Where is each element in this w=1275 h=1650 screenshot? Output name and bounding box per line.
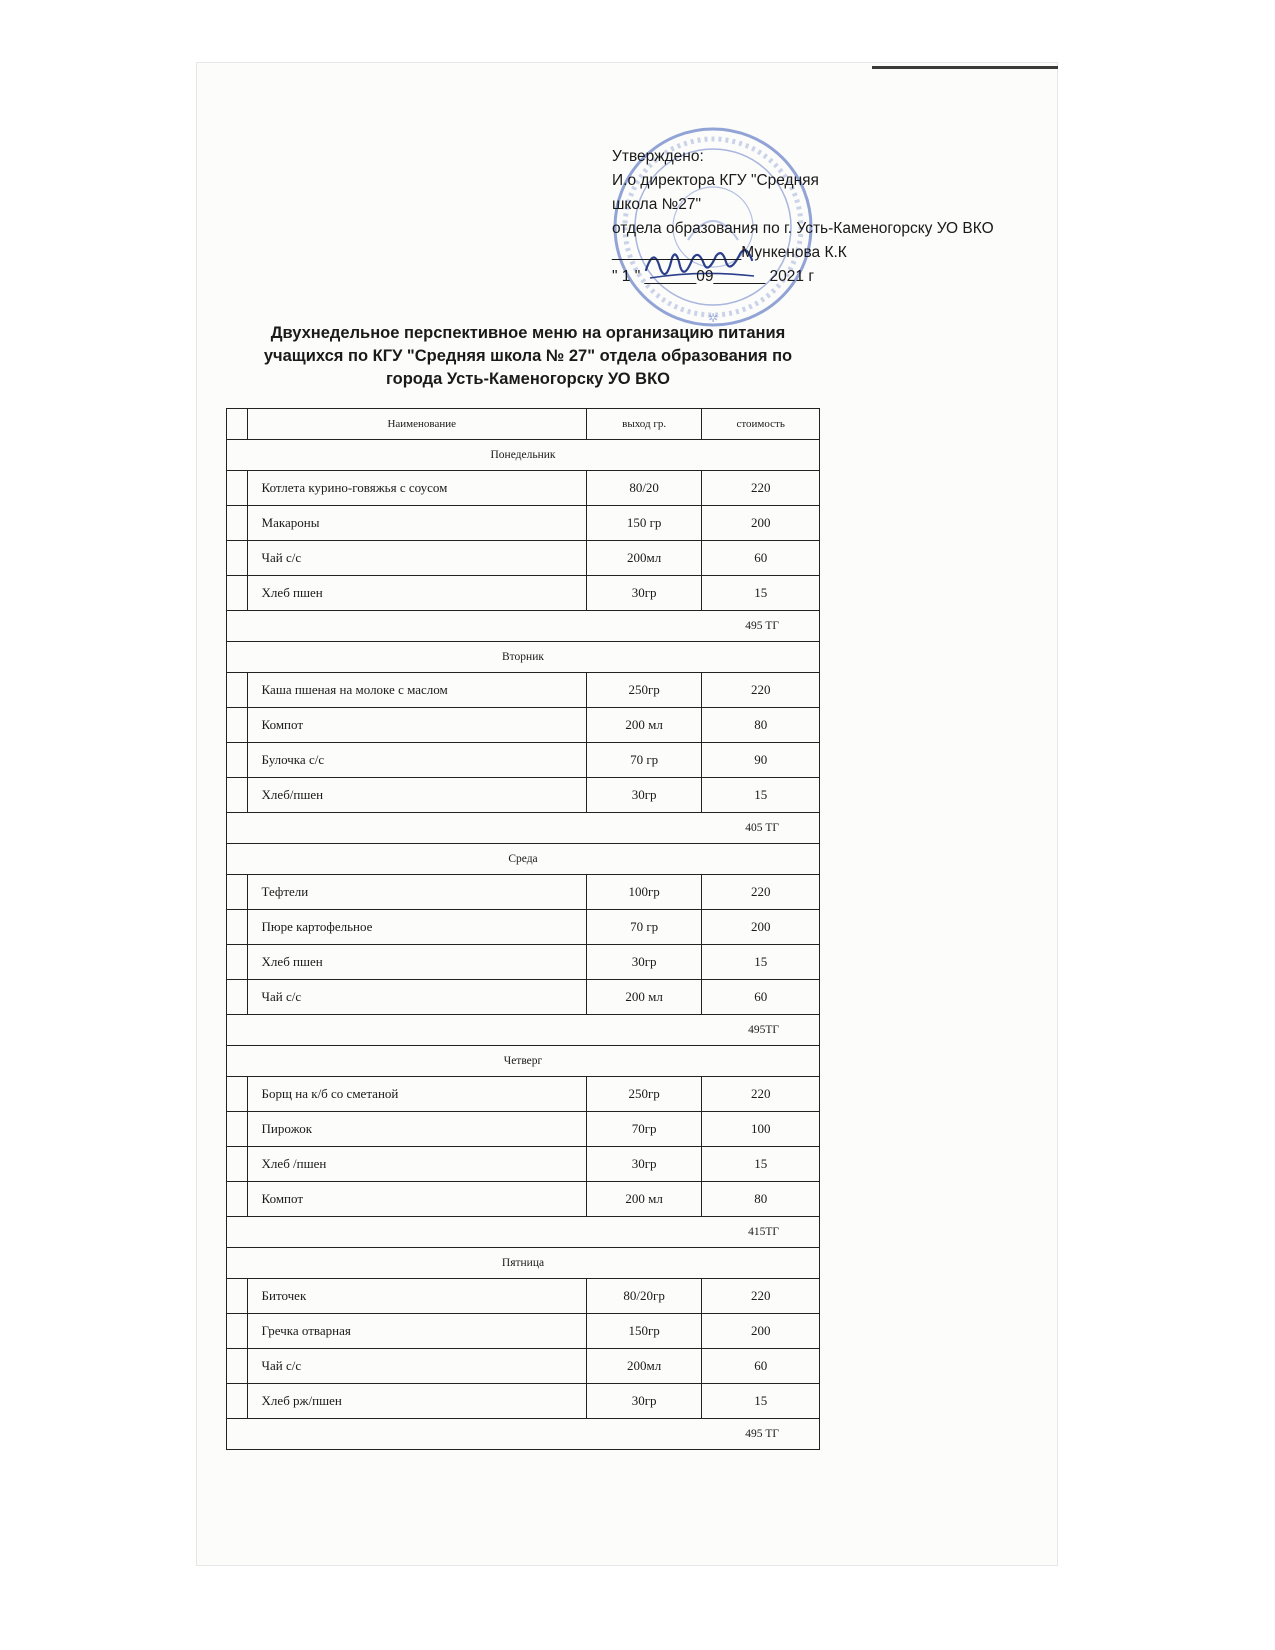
day-total: 415ТГ [227, 1217, 820, 1248]
row-number-cell [227, 708, 248, 743]
table-row [227, 1349, 820, 1384]
item-cost: 220 [702, 1279, 820, 1314]
item-output: 70 гр [586, 743, 701, 778]
day-total-row [227, 1419, 820, 1450]
day-total: 495 ТГ [227, 1419, 820, 1450]
item-output: 150гр [586, 1314, 701, 1349]
item-name: Котлета курино-говяжья с соусом [247, 471, 586, 506]
item-output: 200 мл [586, 980, 701, 1015]
item-name: Компот [247, 708, 586, 743]
day-header-row [227, 844, 820, 875]
row-number-cell [227, 743, 248, 778]
day-total-row [227, 611, 820, 642]
item-output: 200мл [586, 541, 701, 576]
item-output: 70гр [586, 1112, 701, 1147]
item-output: 30гр [586, 945, 701, 980]
item-output: 200мл [586, 1349, 701, 1384]
approval-block [612, 145, 994, 289]
item-output: 200 мл [586, 1182, 701, 1217]
item-cost: 90 [702, 743, 820, 778]
table-row [227, 945, 820, 980]
approval-date: " 1 " ______09______ 2021 г [612, 268, 814, 285]
day-total: 495ТГ [227, 1015, 820, 1046]
item-name: Хлеб/пшен [247, 778, 586, 813]
row-number-cell [227, 1112, 248, 1147]
document-title [248, 322, 808, 391]
day-total: 405 ТГ [227, 813, 820, 844]
day-total: 495 ТГ [227, 611, 820, 642]
approval-signatory: _______________Мункенова К.К [612, 244, 847, 261]
row-number-cell [227, 1077, 248, 1112]
item-name: Булочка с/с [247, 743, 586, 778]
item-name: Чай с/с [247, 980, 586, 1015]
table-row [227, 743, 820, 778]
title-line-2: учащихся по КГУ "Средняя школа № 27" отдела образования по [263, 347, 793, 365]
table-row [227, 1112, 820, 1147]
item-output: 30гр [586, 1384, 701, 1419]
row-number-cell [227, 1182, 248, 1217]
approval-director-title: И.о директора КГУ "Средняя [612, 172, 819, 189]
day-header-row [227, 1046, 820, 1077]
row-number-cell [227, 778, 248, 813]
item-cost: 80 [702, 1182, 820, 1217]
item-cost: 60 [702, 980, 820, 1015]
item-cost: 15 [702, 576, 820, 611]
day-total-row [227, 813, 820, 844]
row-number-cell [227, 1147, 248, 1182]
table-row [227, 980, 820, 1015]
day-header-row [227, 642, 820, 673]
table-row [227, 778, 820, 813]
item-name: Хлеб рж/пшен [247, 1384, 586, 1419]
item-output: 250гр [586, 1077, 701, 1112]
day-total-row [227, 1217, 820, 1248]
title-line-3: города Усть-Каменогорску УО ВКО [385, 370, 670, 388]
row-number-cell [227, 875, 248, 910]
item-output: 80/20 [586, 471, 701, 506]
day-name: Пятница [227, 1248, 820, 1279]
item-name: Хлеб /пшен [247, 1147, 586, 1182]
table-row [227, 910, 820, 945]
table-row [227, 708, 820, 743]
item-cost: 200 [702, 506, 820, 541]
item-name: Каша пшеная на молоке с маслом [247, 673, 586, 708]
table-row [227, 1182, 820, 1217]
item-cost: 220 [702, 673, 820, 708]
item-output: 30гр [586, 576, 701, 611]
table-row [227, 673, 820, 708]
row-number-cell [227, 506, 248, 541]
header-output: выход гр. [586, 409, 701, 440]
item-cost: 220 [702, 471, 820, 506]
item-output: 200 мл [586, 708, 701, 743]
item-name: Макароны [247, 506, 586, 541]
header-name: Наименование [247, 409, 586, 440]
table-row [227, 576, 820, 611]
row-number-cell [227, 1384, 248, 1419]
row-number-cell [227, 1349, 248, 1384]
table-row [227, 1314, 820, 1349]
item-output: 70 гр [586, 910, 701, 945]
item-cost: 15 [702, 1147, 820, 1182]
row-number-cell [227, 673, 248, 708]
item-output: 100гр [586, 875, 701, 910]
item-cost: 100 [702, 1112, 820, 1147]
item-name: Биточек [247, 1279, 586, 1314]
item-output: 250гр [586, 673, 701, 708]
day-header-row [227, 1248, 820, 1279]
item-cost: 15 [702, 778, 820, 813]
item-cost: 15 [702, 945, 820, 980]
row-number-cell [227, 471, 248, 506]
row-number-cell [227, 541, 248, 576]
item-cost: 80 [702, 708, 820, 743]
row-number-cell [227, 980, 248, 1015]
item-name: Борщ на к/б со сметаной [247, 1077, 586, 1112]
item-output: 80/20гр [586, 1279, 701, 1314]
item-output: 30гр [586, 1147, 701, 1182]
item-cost: 220 [702, 875, 820, 910]
table-row [227, 541, 820, 576]
item-name: Пюре картофельное [247, 910, 586, 945]
day-name: Понедельник [227, 440, 820, 471]
item-output: 150 гр [586, 506, 701, 541]
item-name: Хлеб пшен [247, 945, 586, 980]
item-name: Хлеб пшен [247, 576, 586, 611]
table-row [227, 1384, 820, 1419]
row-number-cell [227, 910, 248, 945]
table-row [227, 471, 820, 506]
day-name: Вторник [227, 642, 820, 673]
item-name: Чай с/с [247, 541, 586, 576]
paper-edge-line [872, 66, 1058, 69]
item-name: Компот [247, 1182, 586, 1217]
item-output: 30гр [586, 778, 701, 813]
row-number-cell [227, 1279, 248, 1314]
header-number-cell [227, 409, 248, 440]
approval-heading: Утверждено: [612, 148, 704, 165]
row-number-cell [227, 945, 248, 980]
svg-text:✲: ✲ [707, 311, 719, 325]
approval-school-name: школа №27" [612, 196, 702, 213]
item-cost: 220 [702, 1077, 820, 1112]
day-total-row [227, 1015, 820, 1046]
item-name: Пирожок [247, 1112, 586, 1147]
row-number-cell [227, 1314, 248, 1349]
item-cost: 200 [702, 910, 820, 945]
approval-department: отдела образования по г. Усть-Каменогорску УО ВКО [612, 220, 994, 237]
table-row [227, 1279, 820, 1314]
item-name: Тефтели [247, 875, 586, 910]
item-name: Чай с/с [247, 1349, 586, 1384]
item-cost: 60 [702, 541, 820, 576]
table-row [227, 1147, 820, 1182]
day-name: Среда [227, 844, 820, 875]
item-cost: 60 [702, 1349, 820, 1384]
header-cost: стоимость [702, 409, 820, 440]
day-name: Четверг [227, 1046, 820, 1077]
title-line-1: Двухнедельное перспективное меню на организацию питания [270, 324, 786, 342]
item-name: Гречка отварная [247, 1314, 586, 1349]
item-cost: 200 [702, 1314, 820, 1349]
item-cost: 15 [702, 1384, 820, 1419]
table-header-row [227, 409, 820, 440]
table-row [227, 506, 820, 541]
row-number-cell [227, 576, 248, 611]
table-row [227, 875, 820, 910]
day-header-row [227, 440, 820, 471]
table-row [227, 1077, 820, 1112]
menu-table [226, 408, 820, 1450]
